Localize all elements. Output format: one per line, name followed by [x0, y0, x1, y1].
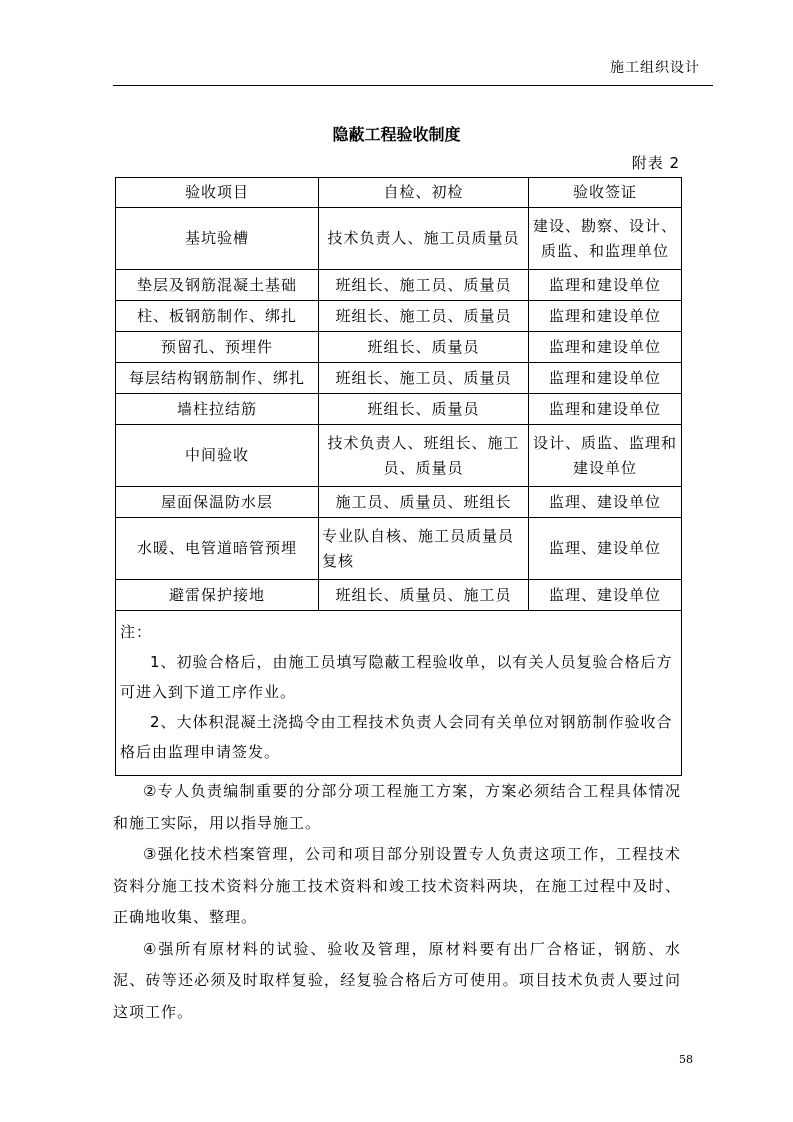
table-cell: 班组长、质量员	[319, 394, 529, 425]
table-cell: 班组长、质量员	[319, 332, 529, 363]
table-row	[116, 270, 682, 301]
table-cell: 班组长、施工员、质量员	[319, 363, 529, 394]
acceptance-table	[115, 177, 682, 776]
table-cell: 预留孔、预埋件	[116, 332, 319, 363]
notes-row	[116, 611, 682, 776]
table-row	[116, 394, 682, 425]
table-row	[116, 580, 682, 611]
document-title: 隐蔽工程验收制度	[332, 125, 461, 144]
table-row	[116, 332, 682, 363]
notes-label: 注：	[120, 623, 153, 641]
column-header: 自检、初检	[319, 178, 529, 208]
table-row	[116, 301, 682, 332]
table-cell: 监理、建设单位	[529, 518, 682, 580]
body-paragraph: ②专人负责编制重要的分部分项工程施工方案，方案必须结合工程具体情况和施工实际，用以指导施工。	[113, 782, 681, 832]
column-header: 验收签证	[529, 178, 682, 208]
table-cell: 监理、建设单位	[529, 487, 682, 518]
notes-cell	[116, 611, 682, 776]
attachment-label: 附表 2	[631, 154, 680, 172]
table-cell: 班组长、施工员、质量员	[319, 301, 529, 332]
table-row	[116, 518, 682, 580]
header-rule	[113, 85, 713, 86]
note-item: 2、大体积混凝土浇捣令由工程技术负责人会同有关单位对钢筋制作验收合格后由监理申请签发。	[120, 713, 673, 761]
table-cell: 技术负责人、施工员质量员	[319, 208, 529, 270]
table-header-row	[116, 178, 682, 208]
table-cell: 中间验收	[116, 425, 319, 487]
table-cell: 每层结构钢筋制作、绑扎	[116, 363, 319, 394]
table-cell: 监理、建设单位	[529, 580, 682, 611]
column-header: 验收项目	[116, 178, 319, 208]
body-text	[113, 776, 681, 1028]
table-cell: 监理和建设单位	[529, 270, 682, 301]
table-cell: 垫层及钢筋混凝土基础	[116, 270, 319, 301]
page-number: 58	[679, 1053, 693, 1066]
table-cell: 建设、勘察、设计、质监、和监理单位	[529, 208, 682, 270]
table-cell: 专业队自核、施工员质量员复核	[319, 518, 529, 580]
table-cell: 柱、板钢筋制作、绑扎	[116, 301, 319, 332]
body-paragraph: ④强所有原材料的试验、验收及管理，原材料要有出厂合格证，钢筋、水泥、砖等还必须及时取样复验，经复验合格后方可使用。项目技术负责人要过问这项工作。	[113, 939, 681, 1021]
table-cell: 技术负责人、班组长、施工员、质量员	[319, 425, 529, 487]
table-cell: 班组长、施工员、质量员	[319, 270, 529, 301]
table-cell: 水暖、电管道暗管预埋	[116, 518, 319, 580]
note-item: 1、初验合格后，由施工员填写隐蔽工程验收单，以有关人员复验合格后方可进入到下道工序作业。	[120, 653, 673, 701]
running-header: 施工组织设计	[610, 60, 700, 76]
table-cell: 墙柱拉结筋	[116, 394, 319, 425]
table-cell: 基坑验槽	[116, 208, 319, 270]
table-row	[116, 363, 682, 394]
table-cell: 监理和建设单位	[529, 301, 682, 332]
table-cell: 屋面保温防水层	[116, 487, 319, 518]
table-cell: 班组长、质量员、施工员	[319, 580, 529, 611]
table-cell: 施工员、质量员、班组长	[319, 487, 529, 518]
table-cell: 避雷保护接地	[116, 580, 319, 611]
table-cell: 监理和建设单位	[529, 394, 682, 425]
table-row	[116, 487, 682, 518]
table-row	[116, 208, 682, 270]
table-cell: 设计、质监、监理和建设单位	[529, 425, 682, 487]
table-row	[116, 425, 682, 487]
table-cell: 监理和建设单位	[529, 363, 682, 394]
body-paragraph: ③强化技术档案管理，公司和项目部分别设置专人负责这项工作，工程技术资料分施工技术资料分施工技术资料和竣工技术资料两块，在施工过程中及时、正确地收集、整理。	[113, 845, 681, 926]
table-cell: 监理和建设单位	[529, 332, 682, 363]
